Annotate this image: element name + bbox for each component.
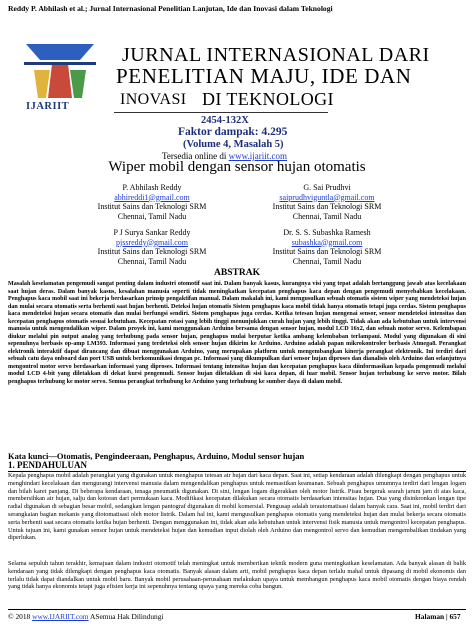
author-name: P J Surya Sankar Reddy [113,228,191,237]
journal-title-rule [114,112,328,113]
author-name: P. Abhilash Reddy [122,183,182,192]
journal-title-line3b: DI TEKNOLOGI [202,89,334,109]
author-block [237,183,417,221]
author-block [62,183,242,221]
footer-website-link[interactable]: www.IJARIIT.com [32,612,89,621]
author-email-link[interactable]: subashka@gmail.com [291,237,363,247]
author-affiliation: Institut Sains dan Teknologi SRM [272,247,382,256]
abstract-text: Masalah keselamatan pengemudi sangat penting dalam industri otomotif saat ini. Dalam banyak kasus, kurangnya visi yang tepat adalah bertanggung jawab atas kecelakaan saat hujan deras. Dalam banyak kasus, kesalahan manusia seperti tidak meningkatkan kecepatan penghapus kaca depan dengan pengemudi menyebabkan kecelakaan. Penghapus kaca mobil saat ini bekerja berdasarkan prinsip pengaktifan manual. Dalam makalah ini, kami mengusulkan sebuah otomatis sistem wiper yang mendeteksi hujan dan mulai secara otomatis serta berhenti saat hujan berhenti. Deteksi hujan otomatis Sistem penghapus kaca mobil tidak hanya otomatis tetapi juga cerdas. Sistem penghapus kaca mendeteksi hujan secara otomatis dan mulai berfungsi sendiri. Sistem penghapus juga cerdas. Ketika tetesan hujan mengenai sensor, sensor mendeteksi intensitas dan kecepatan penghapus otomatis sesuai kebutuhan. Kecepatan rotasi yang lebih tinggi menunjukkan curah hujan yang lebih tinggi. Tidak akan ada kebutuhan untuk intervensi manusia untuk mengendalikan wiper. Dalam proyek ini, kami menggunakan Arduino bersama dengan sensor hujan, modul LCD 16x2, dan sebuah motor servo. Kelembapan diukur melalui pin output analog yang terhubung pada sensor hujan, penghapus mulai berputar ketika ambang kelembaban terlampaui. Modul yang digunakan di sini sepenuhnya berbasis op-amp LM393. Informasi yang terdeteksi oleh sensor hujan dikirim ke Arduino. Arduino adalah papan mikrokontroler berbasis Atmega8. Perangkat elektronik interaktif dapat dirancang dan dibuat menggunakan Arduino, yang merupakan platform untuk mengembangkan kinerja perangkat elektronik. Ini terdiri dari sebuah catu daya onboard dan port USB untuk berkomunikasi dengan pc. Informasi yang dikumpulkan dari sensor hujan diproses dan dianalisis oleh Arduino dan selanjutnya mengontrol motor servo berdasarkan informasi yang diproses. Informasi tentang intensitas hujan dan kecepatan penghapus kaca diinformasikan kepada pengemudi melalui modul LCD 4-bit yang diletakkan di dekat kursi pengemudi. Sensor hujan diletakkan di sisi kaca depan, di luar mobil. Sensor hujan terhubung ke servo motor. Bilah penghapus terhubung ke motor servo. Semua perangkat terhubung ke Arduino yang terhubung ke sumber daya di dalam mobil. [8,281,466,385]
author-email-link[interactable]: pjssreddy@gmail.com [115,237,189,247]
author-affiliation: Institut Sains dan Teknologi SRM [97,202,207,211]
author-affiliation: Institut Sains dan Teknologi SRM [97,247,207,256]
availability-prefix: Tersedia online di [162,151,229,161]
page-number: Halaman | 657 [415,612,461,621]
intro-paragraph-1: Kepala penghapus mobil adalah perangkat yang digunakan untuk menghapus tetesan air hujan dari kaca depan. Saat ini, setiap kendaraan adalah dilengkapi dengan penghapus untuk menghindari kecelakaan dan mengurangi intervensi manusia dalam mengendalikan penghapus untuk memastikan keamanan. Sebuah penghapus umumnya terdiri dari lengan logam dan bilah karet panjang. Di beberapa kendaraan, tenaga pneumatik digunakan. Di sini, lengan logam digerakkan oleh motor listrik. Pisau bergerak searah jarum jam di atas kaca, membersihkan air hujan, salju dan kotoran dari permukaan kaca. Modifikasi kecepatan dilakukan secara otomatis berdasarkan intensitas hujan. Dua yang disinkronkan lengan tipe radial digunakan di sebagian besar mobil, sedangkan lengan pantograf digunakan di mobil komersial. Pengusap adalah terautomatisasi dalam banyak cara. Saat ini, mobil terdiri dari serangkaian bagian mekanis yang diotomatisasi oleh motor listrik. Dalam hal ini, kami mengusulkan penghapus otomatis yang mendeteksi hujan dan mulai bekerja secara otomatis serta berhenti saat secara otomatis ketika hujan berhenti. Dengan menggunakan ini, tidak akan ada kebutuhan untuk intervensi fisik manusia untuk mengontrol kecepatan penghapus. Untuk tujuan ini, kami gunakan sensor hujan untuk mendeteksi hujan dan kemudian input diolah oleh Arduino dan mengontrol servo dan kemudian mengembalikan tindakan yang diperlukan. [8,472,466,542]
impact-factor: Faktor dampak: 4.295 [178,126,288,138]
author-name: Dr. S. S. Subashka Ramesh [283,228,371,237]
author-location: Chennai, Tamil Nadu [292,211,362,221]
author-location: Chennai, Tamil Nadu [117,256,187,266]
footer-prefix: © 2018 [8,612,31,621]
author-location: Chennai, Tamil Nadu [292,256,362,266]
paper-title: Wiper mobil dengan sensor hujan otomatis [108,159,366,175]
abstract-heading: ABSTRAK [214,268,260,278]
journal-title-line2: PENELITIAN MAJU, IDE DAN [116,64,412,88]
section-heading: 1. PENDAHULUAN [8,460,88,470]
author-email-link[interactable]: abhireddi1@gmail.com [114,192,190,202]
intro-paragraph-2: Selama sepuluh tahun terakhir, kemajuan dalam industri otomotif telah meningkat untuk memberikan teknik modern guna meningkatkan keselamatan. Ada banyak alasan di balik kendaraan yang tidak dilengkapi dengan penghapus kaca otomatis. Banyak alasan dalam arti, mobil penghapus kaca depan terlalu mahal untuk dipasang di mobil ekonomis dan terlalu tidak dapat diandalkan untuk mobil baru. Banyak mobil perusahaan-perusahaan melakukan upaya untuk membangun penghapus kaca mobil otomatis dengan biaya rendah yang tidak hanya ekonomis tetapi juga efisien kerja ini sepenuhnya tentang upaya yang mereka coba bangun. [8,560,466,591]
running-header: Reddy P. Abhilash et al.; Jurnal Internasional Penelitian Lanjutan, Ide dan Inovasi dalam Teknologi [8,4,333,13]
author-name: G. Sai Prudhvi [303,183,351,192]
author-block [237,228,417,266]
footer-rule [8,609,466,610]
volume-issue: (Volume 4, Masalah 5) [183,139,284,150]
footer-copyright [8,612,164,621]
author-block [62,228,242,266]
journal-title-line1: JURNAL INTERNASIONAL DARI [122,44,430,66]
keywords-label: Kata kunci [8,451,49,461]
issn: 2454-132X [201,115,249,126]
author-location: Chennai, Tamil Nadu [117,211,187,221]
journal-title-line3a: INOVASI [120,91,187,108]
footer-suffix: ASemua Hak Dilindungi [90,612,164,621]
journal-website-link[interactable]: www.ijariit.com [228,151,288,161]
keywords-text: —Otomatis, Pengindeeraan, Penghapus, Arduino, Modul sensor hujan [48,451,305,461]
author-affiliation: Institut Sains dan Teknologi SRM [272,202,382,211]
author-email-link[interactable]: saiprudhviguntla@gmail.com [279,192,375,202]
logo-text: IJARIIT [26,101,70,112]
